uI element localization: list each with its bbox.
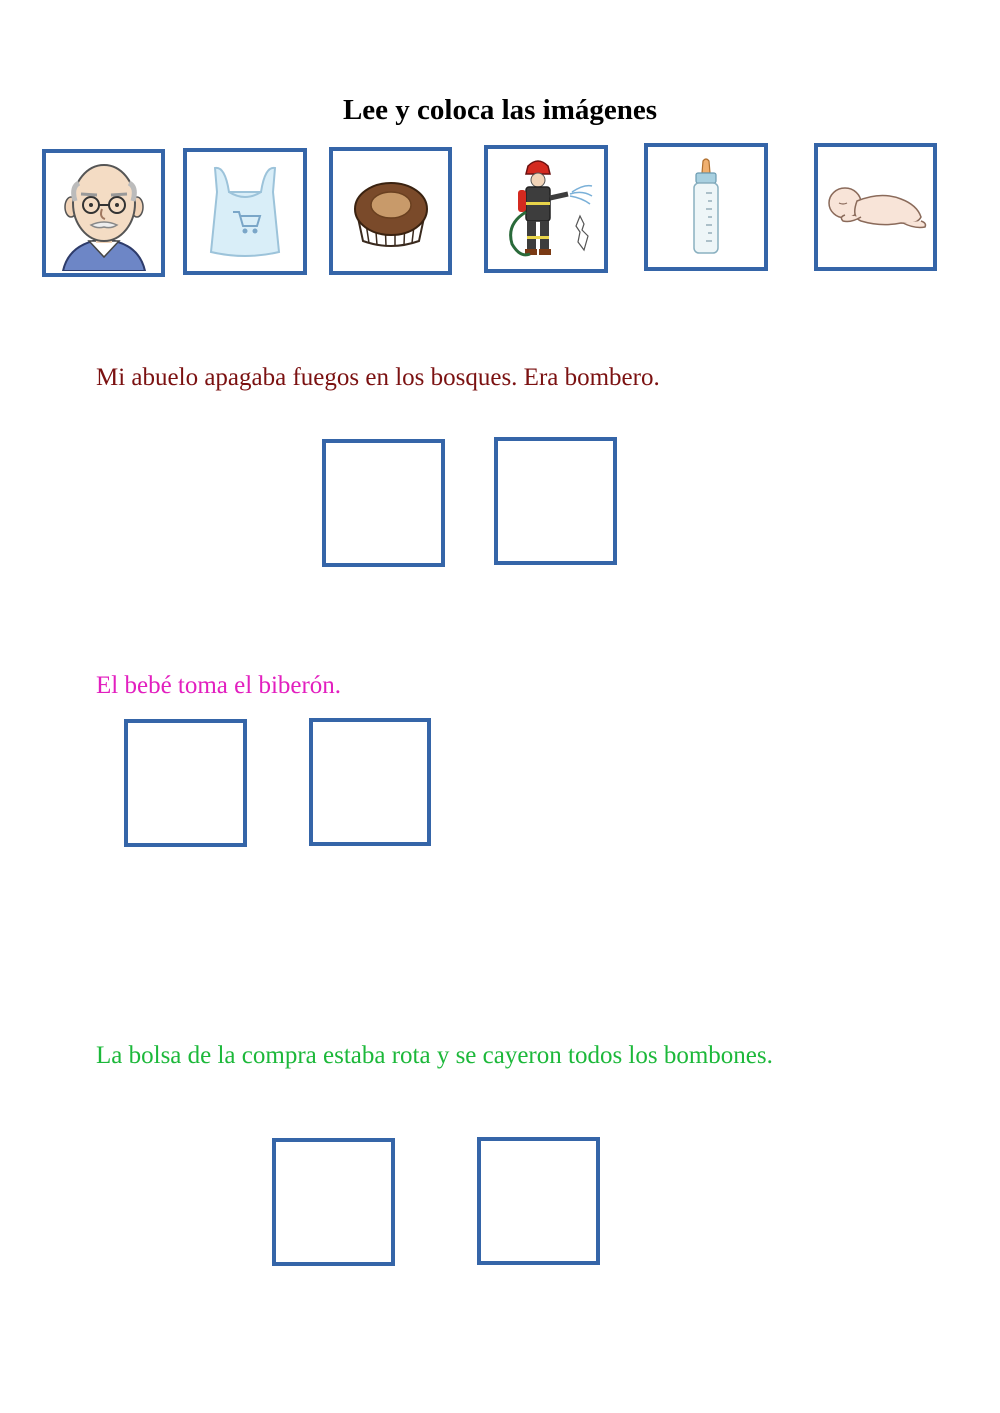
drop-box-2a[interactable] — [124, 719, 247, 847]
grandfather-icon — [49, 155, 159, 271]
image-card-grandfather[interactable] — [42, 149, 165, 277]
image-card-firefighter[interactable] — [484, 145, 608, 273]
sleeping-baby-icon — [821, 177, 931, 237]
drop-box-3a[interactable] — [272, 1138, 395, 1266]
image-card-shopping-bag[interactable] — [183, 148, 307, 275]
drop-box-1b[interactable] — [494, 437, 617, 565]
drop-box-1a[interactable] — [322, 439, 445, 567]
image-card-sleeping-baby[interactable] — [814, 143, 937, 271]
drop-box-3b[interactable] — [477, 1137, 600, 1265]
chocolate-bonbon-icon — [349, 169, 433, 253]
shopping-bag-icon — [205, 162, 285, 262]
image-card-bonbon[interactable] — [329, 147, 452, 275]
firefighter-icon — [496, 154, 596, 264]
sentence-1: Mi abuelo apagaba fuegos en los bosques. Era bombero. — [96, 364, 660, 391]
sentence-3: La bolsa de la compra estaba rota y se cayeron todos los bombones. — [96, 1042, 773, 1069]
sentence-2: El bebé toma el biberón. — [96, 672, 342, 699]
baby-bottle-icon — [686, 157, 726, 257]
drop-box-2b[interactable] — [309, 718, 431, 846]
page-title: Lee y coloca las imágenes — [342, 94, 658, 126]
image-card-baby-bottle[interactable] — [644, 143, 768, 271]
